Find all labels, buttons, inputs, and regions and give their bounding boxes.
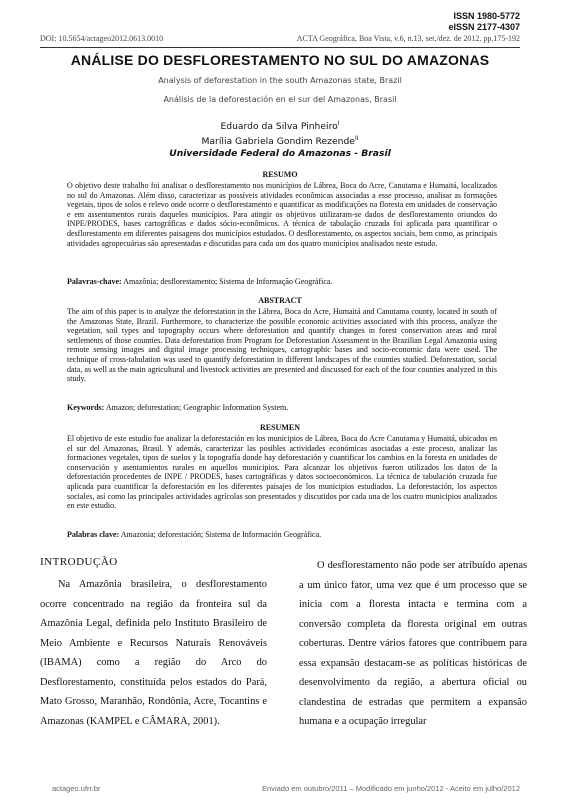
article-title: ANÁLISE DO DESFLORESTAMENTO NO SUL DO AMAZONAS bbox=[70, 52, 490, 68]
title-english: Analysis of deforestation in the south Amazonas state, Brazil bbox=[158, 76, 402, 85]
header-divider bbox=[40, 47, 520, 48]
author-2-mark: II bbox=[354, 135, 359, 143]
resumen-heading: RESUMEN bbox=[259, 423, 300, 432]
author-2: Marília Gabriela Gondim Rezende bbox=[201, 136, 355, 148]
resumo-keywords-label: Palavras-chave: bbox=[67, 277, 122, 286]
intro-heading: INTRODUÇÃO bbox=[40, 556, 118, 568]
resumo-heading: RESUMO bbox=[262, 170, 298, 179]
resumo-text: O objetivo deste trabalho foi analisar o desflorestamento nos municípios de Lábrea, Boca do Acre, Canutama e Humaitá, localizados no sul do Amazonas. Além disso, caracterizar as possíveis atividades econômicas associadas a esse processo, analisar as formações vegetais, tipos de solos e relevo onde ocorre o desflorestamento e quantificar as modificações na floresta em unidades de conservação e em assentamentos rurais daqueles municípios. Para atingir os objetivos utilizaram-se dados de desflorestamento oriundos do INPE/PRODES, bases cartográficas e dados sócio-econômicos. A técnica de tabulação cruzada foi aplicada para quantificar o desflorestamento em diferentes paisagens dos municípios estudados. O desflorestamento, os aspectos sociais, bem como, as principais atividades agropecuárias são apresentadas e discutidas para cada um dos quatro municípios analisados neste estudo. bbox=[67, 181, 497, 248]
abstract-keywords-label: Keywords: bbox=[67, 403, 105, 412]
institution: Universidade Federal do Amazonas - Brasil bbox=[169, 148, 391, 160]
author-1: Eduardo da Silva Pinheiro bbox=[220, 121, 338, 133]
abstract-text: The aim of this paper is to analyze the deforestation in the Lábrea, Boca do Acre, Humaitá and Canutama county, located in south of the Amazonas State, Brazil. Furthermore, to characterize the possible economic activities associated with this process, analyze the vegetation, soil types and topography occurs where deforestation and quantify changes in forest conservation areas and rural settlements of those counties. Data deforestation from Program for Deforestation Assessment in the Brazilian Legal Amazonia using remote sensing images and digital image processing techniques, cartographic bases and socio-economic data were used. The technique of cross-tabulation was used to quantify deforestation in different landscapes of the counties studied. Deforestation, social data, as well as the main agricultural and livestock activities are presented and discussed for each of the four counties analyzed in this study. bbox=[67, 307, 497, 384]
issn-block bbox=[448, 11, 520, 33]
doi: DOI: 10.5654/actageo2012.0613.0010 bbox=[40, 34, 164, 43]
resumen-keywords bbox=[67, 530, 497, 540]
resumen-keywords-label: Palabras clave: bbox=[67, 530, 120, 539]
intro-right-text: O desflorestamento não pode ser atribuído apenas a um único fator, uma vez que é um processo que se inicia com a floresta intacta e termina com a conversão completa da floresta original em outras coberturas. Dentre vários fatores que contribuem para essa expansão destacam-se as políticas históricas de desenvolvimento da região, a abertura oficial ou clandestina de estradas que permitem a expansão humana e a ocupação irregular bbox=[299, 560, 527, 727]
abstract-heading: ABSTRACT bbox=[258, 296, 302, 305]
journal-citation: ACTA Geográfica, Boa Vista, v.6, n.13, set./dez. de 2012. pp.175-192 bbox=[296, 34, 520, 43]
intro-left-text: Na Amazônia brasileira, o desflorestamento ocorre concentrado na região da fronteira sul da Amazônia Legal, definida pelo Instituto Brasileiro de Meio Ambiente e Recursos Naturais Renováveis (IBAMA) como a região do Arco do Desflorestamento, constituída pelos estados do Pará, Mato Grosso, Maranhão, Rondônia, Acre, Tocantins e Amazonas (KAMPEL e CÂMARA, 2001). bbox=[40, 579, 267, 727]
author-1-mark: I bbox=[337, 120, 340, 127]
resumo-keywords bbox=[67, 277, 497, 287]
intro-right-column bbox=[299, 556, 527, 732]
resumen-keywords-list: Amazonia; deforestación; Sistema de Información Geográfica. bbox=[119, 530, 322, 539]
resumo-keywords-list: Amazônia; desflorestamento; Sistema de Informação Geográfica. bbox=[121, 277, 333, 286]
abstract-keywords-list: Amazon; deforestation; Geographic Information System. bbox=[104, 403, 289, 412]
abstract-keywords bbox=[67, 403, 497, 413]
eissn: eISSN 2177-4307 bbox=[448, 22, 520, 32]
footer-dates: Enviado em outubro/2011 – Modificado em junho/2012 - Aceito em julho/2012 bbox=[262, 784, 520, 793]
intro-left-column bbox=[40, 575, 267, 731]
issn: ISSN 1980-5772 bbox=[453, 11, 520, 21]
header-meta bbox=[40, 34, 520, 46]
author-block bbox=[40, 118, 520, 160]
title-spanish: Análisis de la deforestación en el sur del Amazonas, Brasil bbox=[163, 95, 397, 104]
footer-website: actageo.ufrr.br bbox=[52, 784, 101, 793]
resumen-text: El objetivo de este estudio fue analizar la deforestación en los municipios de Lábrea, Boca do Acre Canutama y Humaitá, ubicados en el sur del Amazonas, Brasil. Y además, caracterizar las posibles actividades económicas asociadas a este proceso, analizar las formaciones vegetales, tipos de suelos y la topografía donde hay deforestación y cuantificar los cambios en la foresta en unidades de conservación y asentamientos rurales en aquellos municipios. Para alcanzar los objetivos fueron utilizados los datos de la deforestación procedentes de INPE / PRODES, bases cartográficas y datos socioeconómicos. La técnica de tabulación cruzada fue aplicada para cuantificar la deforestación en los diferentes paisajes de los municipios estudiados. La deforestación, los aspectos sociales, así como las principales actividades agrícolas son presentados y discutidos por cada una de los cuatro municipios analizados en este estudio. bbox=[67, 434, 497, 511]
